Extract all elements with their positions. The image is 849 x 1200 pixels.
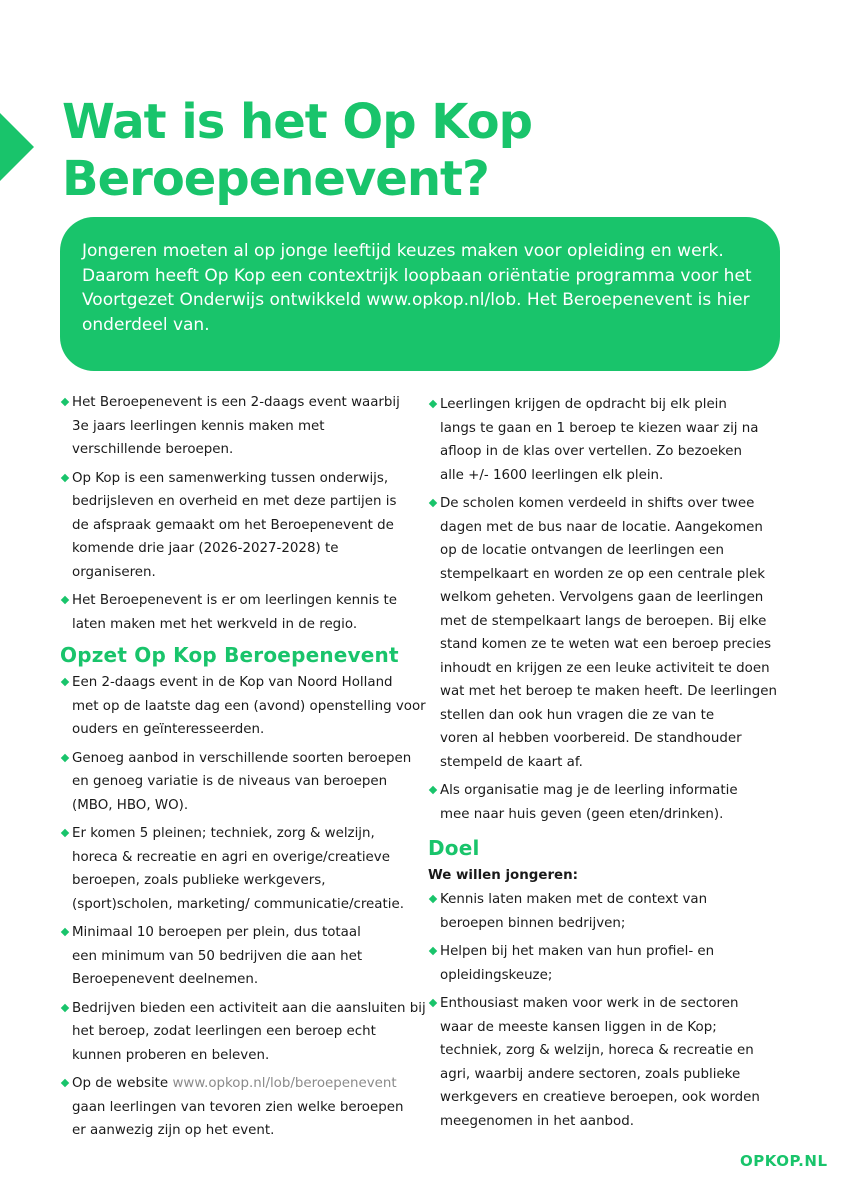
list-item: Het Beroepenevent is er om leerlingen kennis te laten maken met het werkveld in de regio.: [60, 589, 428, 636]
list-item: Het Beroepenevent is een 2-daags event waarbij 3e jaars leerlingen kennis maken met verschillende beroepen.: [60, 391, 428, 462]
right-column: [428, 393, 796, 1138]
footer-site[interactable]: OPKOP.NL: [740, 1152, 828, 1170]
list-item: Er komen 5 pleinen; techniek, zorg & welzijn, horeca & recreatie en agri en overige/creatieve beroepen, zoals publieke werkgevers, (sport)scholen, marketing/ communicatie/creatie.: [60, 822, 428, 916]
website-prefix: Op de website: [72, 1076, 173, 1091]
triangle-marker-icon: [0, 113, 34, 181]
page-title: Wat is het Op Kop Beroepenevent?: [62, 94, 532, 207]
intro-text: Jongeren moeten al op jonge leeftijd keuzes maken voor opleiding en werk. Daarom heeft Op Kop een contextrijk loopbaan oriëntatie programma voor het Voortgezet Onderwijs ontwikkeld www.opkop.nl/lob. Het Beroepenevent is hier onderdeel van.: [82, 241, 752, 335]
list-item: Helpen bij het maken van hun profiel- en opleidingskeuze;: [428, 940, 796, 987]
list-item: Enthousiast maken voor werk in de sectoren waar de meeste kansen liggen in de Kop; techniek, zorg & welzijn, horeca & recreatie en agri, waarbij andere sectoren, zoals publieke werkgevers en creatieve beroepen, ook worden meegenomen in het aanbod.: [428, 992, 796, 1133]
list-item: Op Kop is een samenwerking tussen onderwijs, bedrijsleven en overheid en met deze partijen is de afspraak gemaakt om het Beroepenevent de komende drie jaar (2026-2027-2028) te organiseren.: [60, 467, 428, 585]
opzet-heading: Opzet Op Kop Beroepenevent: [60, 643, 399, 667]
website-suffix: gaan leerlingen van tevoren zien welke beroepen er aanwezig zijn op het event.: [72, 1099, 404, 1138]
left-column: [60, 391, 428, 1148]
list-item: Kennis laten maken met de context van beroepen binnen bedrijven;: [428, 888, 796, 935]
list-item: Een 2-daags event in de Kop van Noord Holland met op de laatste dag een (avond) openstelling voor ouders en geïnteresseerden.: [60, 671, 428, 742]
website-link[interactable]: www.opkop.nl/lob/beroepenevent: [172, 1076, 397, 1091]
list-item: Als organisatie mag je de leerling informatie mee naar huis geven (geen eten/drinken).: [428, 779, 796, 826]
intro-box: [60, 217, 780, 371]
list-item: Genoeg aanbod in verschillende soorten beroepen en genoeg variatie is de niveaus van beroepen (MBO, HBO, WO).: [60, 747, 428, 818]
list-item-website: [60, 1072, 428, 1143]
list-item: Bedrijven bieden een activiteit aan die aansluiten bij het beroep, zodat leerlingen een beroep echt kunnen proberen en beleven.: [60, 997, 428, 1068]
doel-heading: Doel: [428, 836, 480, 860]
list-item: Leerlingen krijgen de opdracht bij elk plein langs te gaan en 1 beroep te kiezen waar zij na afloop in de klas over vertellen. Zo bezoeken alle +/- 1600 leerlingen elk plein.: [428, 393, 796, 487]
list-item: Minimaal 10 beroepen per plein, dus totaal een minimum van 50 bedrijven die aan het Beroepenevent deelnemen.: [60, 921, 428, 992]
doel-subheading: We willen jongeren:: [428, 868, 579, 883]
list-item: De scholen komen verdeeld in shifts over twee dagen met de bus naar de locatie. Aangekomen op de locatie ontvangen de leerlingen een stempelkaart en worden ze op een centrale plek welkom geheten. Vervolgens gaan de leerlingen met de stempelkaart langs de beroepen. Bij elke stand komen ze te weten wat een beroep precies inhoudt en krijgen ze een leuke activiteit te doen wat met het beroep te maken heeft. De leerlingen stellen dan ook hun vragen die ze van te voren al hebben voorbereid. De standhouder stempeld de kaart af.: [428, 492, 796, 774]
